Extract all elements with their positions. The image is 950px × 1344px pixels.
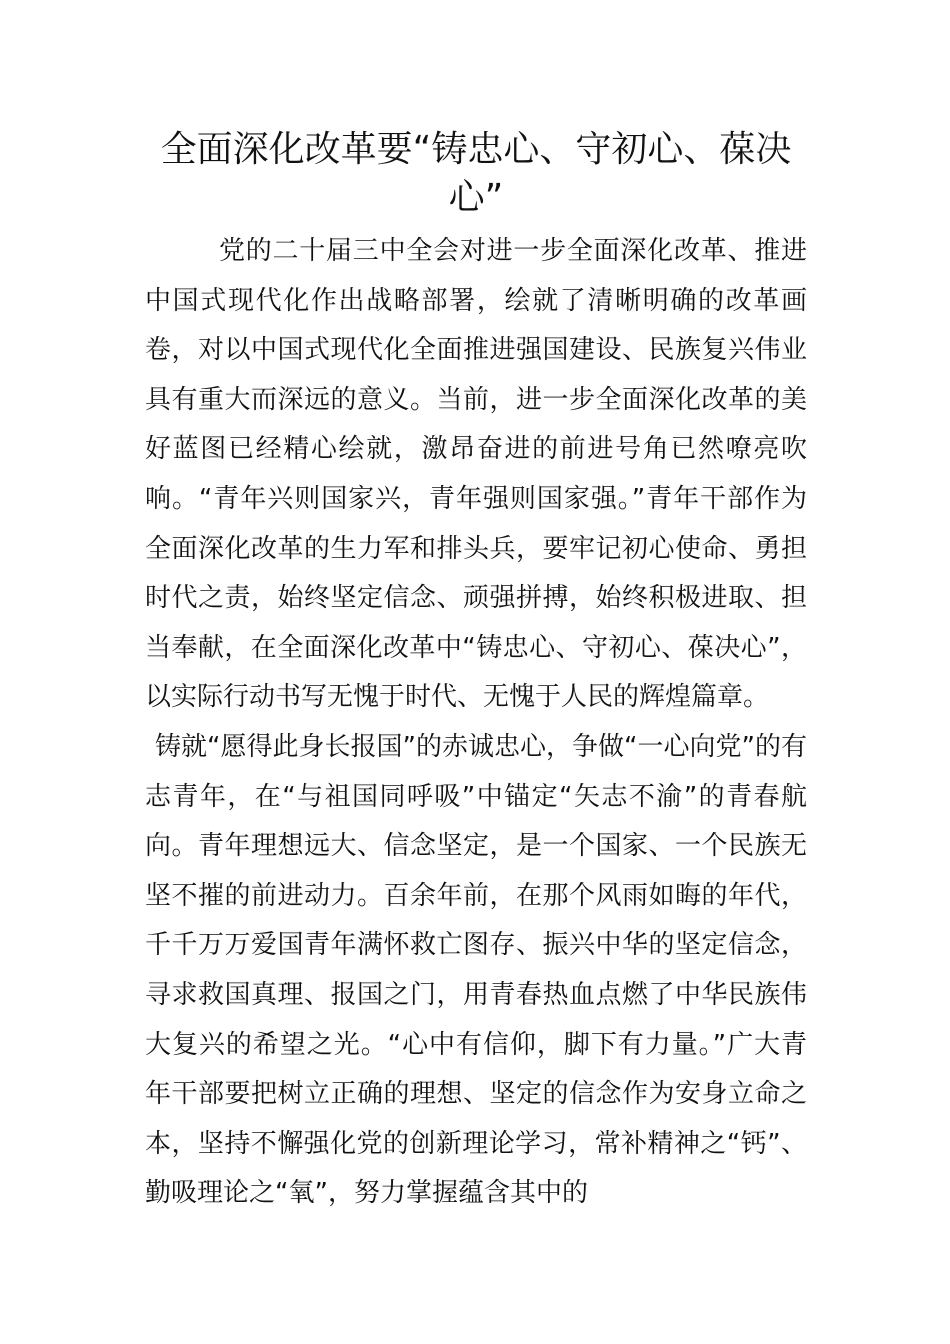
document-body bbox=[145, 227, 807, 1219]
document-title: 全面深化改革要“铸忠心、守初心、葆决心” bbox=[160, 129, 792, 218]
paragraph-1: 党的二十届三中全会对进一步全面深化改革、推进中国式现代化作出战略部署，绘就了清晰明确的改革画卷，对以中国式现代化全面推进强国建设、民族复兴伟业具有重大而深远的意义。当前，进一步全面深化改革的美好蓝图已经精心绘就，激昂奋进的前进号角已然嘹亮吹响。“青年兴则国家兴，青年强则国家强。”青年干部作为全面深化改革的生力军和排头兵，要牢记初心使命、勇担时代之责，始终坚定信念、顽强拼搏，始终积极进取、担当奉献，在全面深化改革中“铸忠心、守初心、葆决心”，以实际行动书写无愧于时代、无愧于人民的辉煌篇章。 bbox=[145, 236, 807, 713]
paragraph-2: 铸就“愿得此身长报国”的赤诚忠心，争做“一心向党”的有志青年，在“与祖国同呼吸”中锚定“矢志不渝”的青春航向。青年理想远大、信念坚定，是一个国家、一个民族无坚不摧的前进动力。百余年前，在那个风雨如晦的年代，千千万万爱国青年满怀救亡图存、振兴中华的坚定信念，寻求救国真理、报国之门，用青春热血点燃了中华民族伟大复兴的希望之光。“心中有信仰，脚下有力量。”广大青年干部要把树立正确的理想、坚定的信念作为安身立命之本，坚持不懈强化党的创新理论学习，常补精神之“钙”、勤吸理论之“氧”，努力掌握蕴含其中的 bbox=[145, 731, 807, 1209]
